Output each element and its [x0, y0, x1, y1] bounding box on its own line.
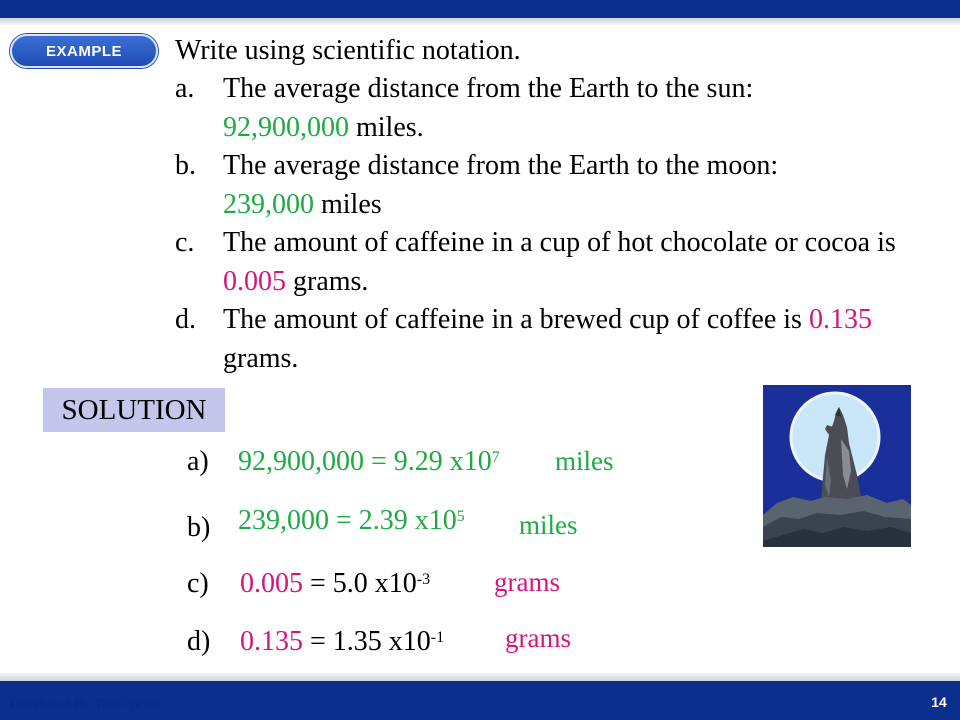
- answer-lhs: 92,900,000: [238, 446, 364, 477]
- question-letter: c.: [175, 227, 195, 258]
- answer-unit-a: miles: [555, 446, 614, 476]
- bottom-divider: [0, 673, 960, 681]
- question-letter: a.: [175, 73, 195, 104]
- question-letter: d.: [175, 304, 196, 335]
- question-value: 239,000: [223, 188, 314, 220]
- question-unit: grams.: [286, 265, 369, 297]
- answer-rhs: = 2.39 x10: [329, 505, 457, 536]
- question-c: [175, 224, 905, 301]
- page-number: 14: [931, 694, 947, 710]
- answer-equation-d: [240, 626, 444, 658]
- question-unit: miles: [314, 188, 382, 220]
- question-value: 92,900,000: [223, 111, 349, 143]
- answer-equation-c: [240, 568, 430, 600]
- question-list: [175, 70, 905, 378]
- answer-label-a: a): [187, 446, 209, 477]
- question-d: [175, 301, 905, 378]
- question-unit: grams.: [223, 342, 299, 374]
- question-letter: b.: [175, 150, 196, 181]
- answer-label-c: c): [187, 568, 209, 599]
- answer-rhs: = 1.35 x10: [303, 626, 431, 657]
- question-text: The average distance from the Earth to the moon:: [223, 150, 779, 181]
- answer-unit-c: grams: [494, 567, 560, 597]
- answer-exponent: 5: [456, 508, 465, 525]
- answer-exponent: -3: [416, 571, 431, 588]
- answer-rhs: = 9.29 x10: [364, 446, 492, 477]
- solution-label: SOLUTION: [43, 388, 225, 432]
- answer-equation-b: [238, 505, 465, 537]
- question-value: 0.135: [808, 304, 872, 335]
- answer-equation-a: [238, 446, 500, 478]
- answer-unit-b: miles: [519, 510, 578, 540]
- answer-lhs: 0.005: [240, 568, 303, 599]
- question-value: 0.005: [223, 265, 286, 297]
- question-text: The average distance from the Earth to the sun:: [223, 73, 754, 104]
- answer-label-d: d): [187, 626, 211, 657]
- footer-credit: Developed By TimO'Brien: [10, 697, 161, 712]
- example-badge: EXAMPLE: [10, 34, 158, 68]
- answer-lhs: 0.135: [240, 626, 303, 657]
- question-a: [175, 70, 905, 147]
- answer-rhs: = 5.0 x10: [303, 568, 417, 599]
- answer-lhs: 239,000: [238, 505, 329, 536]
- question-text: The amount of caffeine in a cup of hot chocolate or cocoa is: [223, 227, 896, 258]
- answer-unit-d: grams: [505, 623, 571, 653]
- top-divider: [0, 18, 960, 25]
- question-text: The amount of caffeine in a brewed cup of coffee is: [223, 304, 809, 335]
- question-b: [175, 147, 905, 224]
- intro-text: Write using scientific notation.: [175, 35, 521, 66]
- question-unit: miles.: [349, 111, 424, 143]
- answer-exponent: -1: [430, 629, 445, 646]
- answer-label-b: b): [187, 512, 211, 543]
- top-bar: [0, 0, 960, 18]
- howling-wolf-moon-icon: [763, 385, 911, 547]
- answer-exponent: 7: [491, 449, 500, 466]
